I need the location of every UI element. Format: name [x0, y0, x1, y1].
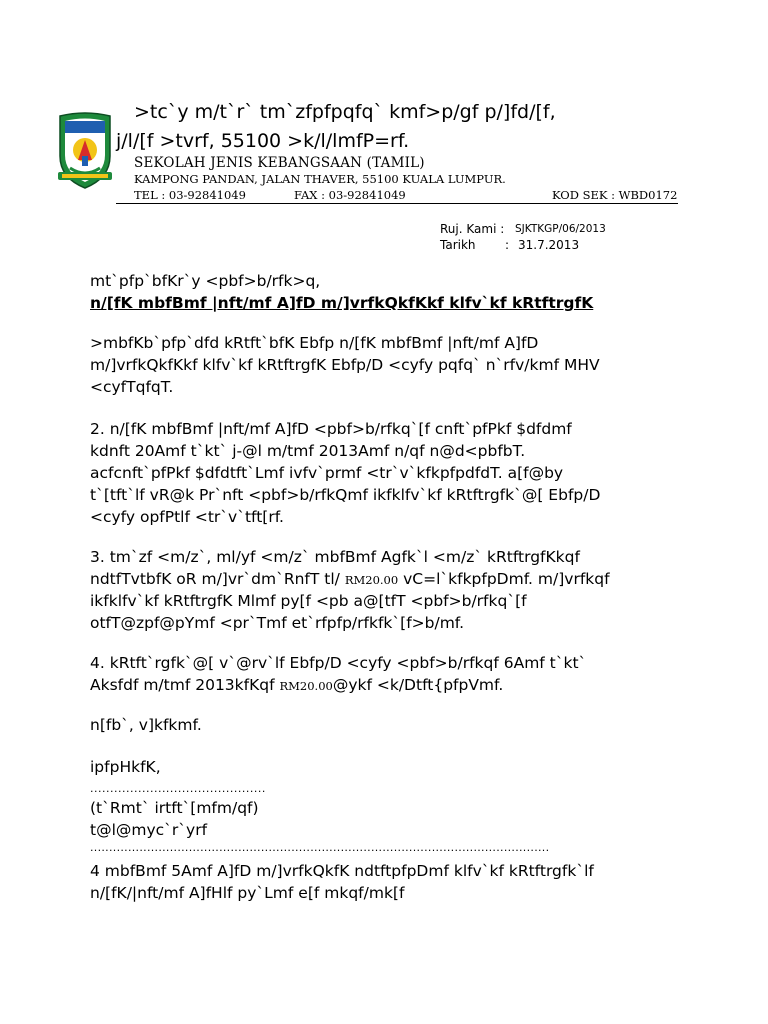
paragraph-2-line: acfcnft`pfPkf $dfdtft`Lmf ivfv`prmf <tr`v`kfkpfpdfdT. a[f@by	[90, 464, 564, 482]
closing-phrase: n[fb`, v]kfkmf.	[90, 716, 202, 734]
school-name: SEKOLAH JENIS KEBANGSAAN (TAMIL)	[134, 155, 425, 171]
signature-line: ............................................	[90, 782, 266, 795]
letterhead-divider	[116, 203, 678, 204]
school-telephone: TEL : 03-92841049	[134, 188, 246, 202]
fee-amount: RM20.00	[344, 573, 399, 587]
date-label: Tarikh	[440, 238, 476, 252]
signatory-name: (t`Rmt` irtft`[mfm/qf)	[90, 799, 259, 817]
paragraph-2-line: kdnft 20Amf t`kt` j-@l m/tmf 2013Amf n/qf n@d<pbfbT.	[90, 442, 526, 460]
fee-amount: RM20.00	[279, 679, 333, 693]
paragraph-4-line: 4. kRtft`rgfk`@[ v`@rv`lf Ebfp/D <cyfy <pbf>b/rfkqf 6Amf t`kt`	[90, 654, 587, 672]
paragraph-3-line: otfT@zpf@pYmf <pr`Tmf et`rfpfp/rfkfk`[f>b/mf.	[90, 614, 465, 632]
paragraph-1-line: <cyfTqfqT.	[90, 378, 174, 396]
tear-off-divider: .........................................................................................................................	[90, 841, 550, 854]
letterhead-line-1: >tc`y m/t`r` tm`zfpfpqfq` kmf>p/gf p/]fd/[f,	[134, 101, 556, 123]
school-crest-logo	[56, 112, 114, 192]
sign-off: ipfpHkfK,	[90, 758, 161, 776]
paragraph-4-text: @ykf <k/Dtft{pfpVmf.	[332, 676, 504, 694]
paragraph-3-text: vC=l`kfkpfpDmf. m/]vrfkqf	[398, 570, 610, 588]
paragraph-1-line: >mbfKb`pfp`dfd kRtft`bfK Ebfp n/[fK mbfBmf |nft/mf A]fD	[90, 334, 539, 352]
reference-label: Ruj. Kami :	[440, 222, 505, 236]
school-fax: FAX : 03-92841049	[294, 188, 406, 202]
paragraph-4-line	[90, 674, 503, 697]
date-separator: :	[505, 238, 510, 252]
school-code: KOD SEK : WBD0172	[552, 188, 678, 202]
paragraph-1-line: m/]vrfkQkfKkf klfv`kf kRtftrgfK Ebfp/D <cyfy pqfq` n`rfv/kmf MHV	[90, 356, 600, 374]
letterhead-line-2: j/l/[f >tvrf, 55100 >k/l/lmfP=rf.	[116, 130, 410, 152]
paragraph-2-line: 2. n/[fK mbfBmf |nft/mf A]fD <pbf>b/rfkq`[f cnft`pfPkf $dfdmf	[90, 420, 572, 438]
paragraph-3-text: ndtfTvtbfK oR m/]vr`dm`RnfT tl/	[90, 570, 345, 588]
reply-slip-line: n/[fK/|nft/mf A]fHlf py`Lmf e[f mkqf/mk[f	[90, 884, 405, 902]
paragraph-3-line: ikfklfv`kf kRtftrgfK Mlmf py[f <pb a@[tfT <pbf>b/rfkq`[f	[90, 592, 527, 610]
letter-subject: n/[fK mbfBmf |nft/mf A]fD m/]vrfkQkfKkf klfv`kf kRtftrgfK	[90, 294, 594, 312]
paragraph-2-line: t`[tft`lf vR@k Pr`nft <pbf>b/rfkQmf ikfklfv`kf kRtftrgfk`@[ Ebfp/D	[90, 486, 601, 504]
paragraph-4-text: Aksfdf m/tmf 2013kfKqf	[90, 676, 280, 694]
salutation: mt`pfp`bfKr`y <pbf>b/rfk>q,	[90, 272, 321, 290]
reply-slip-line: 4 mbfBmf 5Amf A]fD m/]vrfkQkfK ndtftpfpDmf klfv`kf kRtftrgfk`lf	[90, 862, 594, 880]
paragraph-2-line: <cyfy opfPtlf <tr`v`tft[rf.	[90, 508, 284, 526]
date-value: 31.7.2013	[518, 238, 580, 252]
paragraph-3-line	[90, 568, 610, 591]
signatory-role: t@l@myc`r`yrf	[90, 821, 208, 839]
reference-number: SJKTKGP/06/2013	[515, 223, 606, 235]
school-address: KAMPONG PANDAN, JALAN THAVER, 55100 KUALA LUMPUR.	[134, 172, 506, 186]
paragraph-3-line: 3. tm`zf <m/z`, ml/yf <m/z` mbfBmf Agfk`l <m/z` kRtftrgfKkqf	[90, 548, 580, 566]
